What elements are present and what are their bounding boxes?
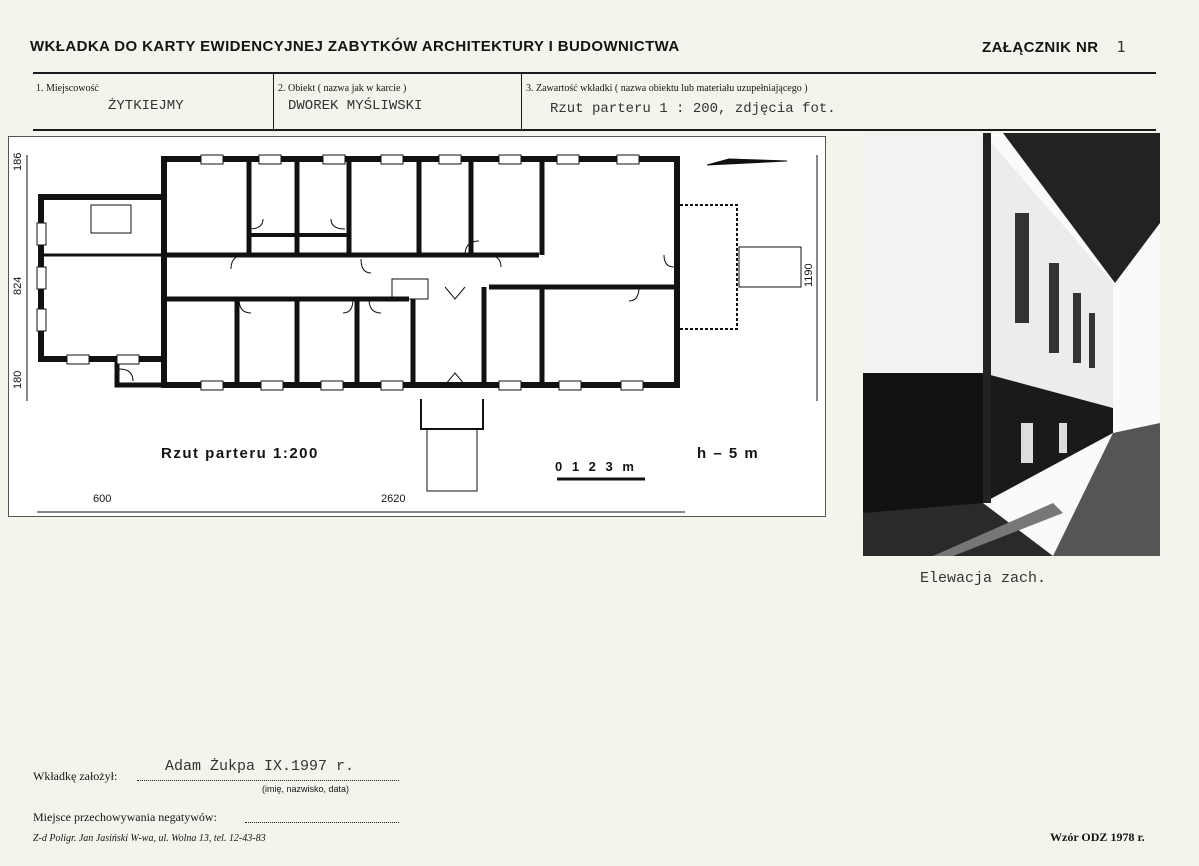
plan-height-note: h – 5 m: [697, 445, 760, 462]
created-by-value: Adam Żukpa IX.1997 r.: [165, 758, 355, 775]
field-label-object: 2. Obiekt ( nazwa jak w karcie ): [278, 83, 407, 94]
fields-top-rule: [33, 72, 1156, 74]
dim-left-middle: 824: [12, 276, 24, 295]
dim-left-top: 186: [12, 152, 24, 171]
created-by-hint: (imię, nazwisko, data): [262, 784, 350, 794]
elevation-photo: [863, 133, 1160, 556]
dim-left-bottom: 180: [12, 370, 24, 389]
annex-label-text: ZAŁĄCZNIK NR: [982, 39, 1099, 56]
dim-right: 1190: [803, 263, 815, 287]
field-value-object: DWOREK MYŚLIWSKI: [288, 98, 423, 114]
printer-note: Z-d Poligr. Jan Jasiński W-wa, ul. Wolna 13, tel. 12-43-83: [33, 833, 266, 844]
field-label-locality: 1. Miejscowość: [36, 83, 99, 94]
form-code: Wzór ODZ 1978 r.: [1050, 830, 1145, 844]
field-divider: [273, 74, 274, 129]
plan-scale-bar-label: 0 1 2 3 m: [555, 459, 637, 474]
photo-caption: Elewacja zach.: [920, 570, 1047, 587]
negatives-field: [245, 808, 399, 823]
annex-number: 1: [1116, 38, 1126, 56]
field-value-content: Rzut parteru 1 : 200, zdjęcia fot.: [550, 101, 836, 117]
document-title: WKŁADKA DO KARTY EWIDENCYJNEJ ZABYTKÓW ARCHITEKTURY I BUDOWNICTWA: [30, 38, 680, 55]
plan-title: Rzut parteru 1:200: [161, 445, 319, 462]
field-label-content: 3. Zawartość wkładki ( nazwa obiektu lub materiału uzupełniającego ): [526, 83, 808, 94]
elevation-photo-image: [863, 133, 1160, 556]
field-divider: [521, 74, 522, 129]
dim-bottom-left: 600: [93, 493, 112, 505]
created-by-field: [137, 758, 399, 781]
fields-bottom-rule: [33, 129, 1156, 131]
annex-label: [982, 38, 1126, 56]
field-value-locality: ŻYTKIEJMY: [108, 98, 184, 114]
created-by-label: Wkładkę założył:: [33, 769, 118, 783]
negatives-label: Miejsce przechowywania negatywów:: [33, 810, 217, 824]
floor-plan: [8, 136, 826, 517]
dim-bottom-total: 2620: [381, 493, 406, 505]
